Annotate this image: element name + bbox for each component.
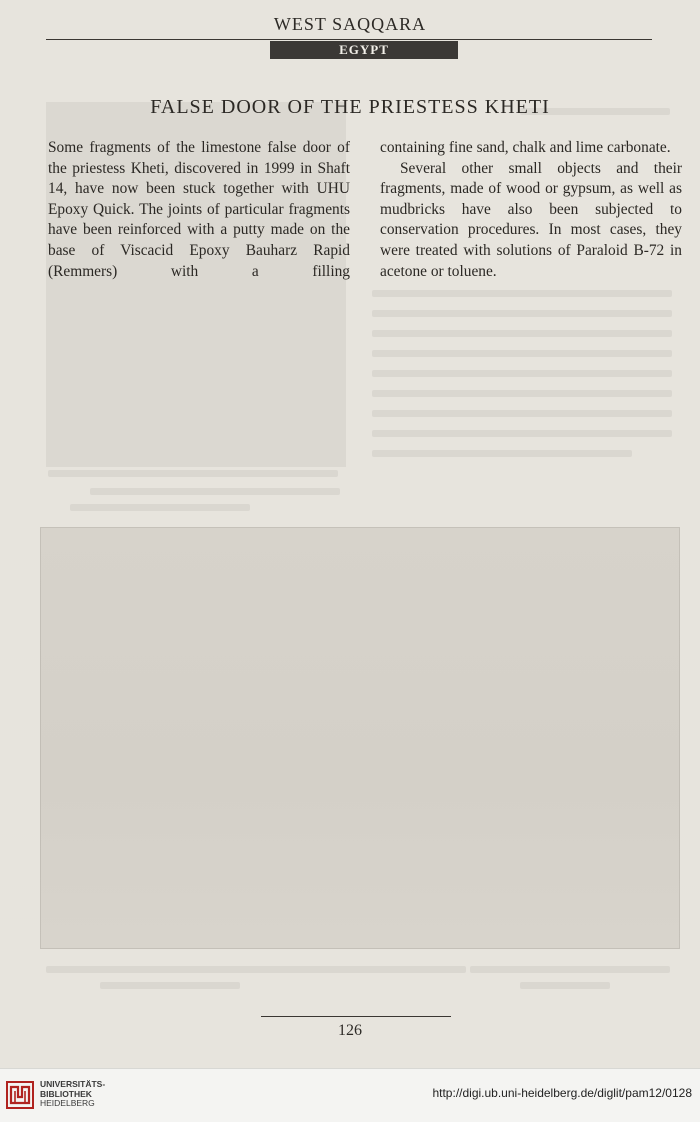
show-through-caption: [46, 966, 466, 973]
show-through-caption: [100, 982, 240, 989]
source-url-link[interactable]: http://digi.ub.uni-heidelberg.de/diglit/pam12/0128: [432, 1086, 692, 1100]
page-number: 126: [338, 1022, 362, 1039]
show-through-text: [372, 350, 672, 357]
show-through-text: [372, 310, 672, 317]
show-through-text: [372, 410, 672, 417]
left-column: [48, 138, 350, 282]
running-head: WEST SAQQARA: [273, 14, 427, 34]
library-name-line-1: UNIVERSITÄTS-: [40, 1079, 106, 1089]
library-name-line-2: BIBLIOTHEK: [40, 1088, 92, 1099]
library-logo-icon[interactable]: [6, 1081, 34, 1109]
blank-photo-area: [40, 527, 680, 949]
show-through-text: [372, 370, 672, 377]
show-through-text: [372, 430, 672, 437]
left-column-text: Some fragments of the limestone false door of the priestess Kheti, discovered in 1999 in Shaft 14, have now been stuck together with UHU Epoxy Quick. The joints of particular fragments have been reinforced with a putty made on the base of Viscacid Epoxy Bauharz Rapid (Remmers) with a filling: [48, 139, 350, 280]
right-column-paragraph-2: Several other small objects and their fragments, made of wood or gypsum, as well as mudbricks have also been subjected to conservation procedures. In most cases, they were treated with solutions of Paraloid B-72 in acetone or toluene.: [380, 159, 682, 280]
show-through-caption: [520, 982, 610, 989]
footer-rule: [261, 1016, 451, 1017]
show-through-caption: [48, 470, 338, 477]
library-name-line-3: HEIDELBERG: [40, 1098, 95, 1108]
show-through-text: [372, 290, 672, 297]
show-through-text: [372, 450, 632, 457]
show-through-caption: [70, 504, 250, 511]
right-column: [380, 138, 682, 282]
right-column-paragraph-1: containing fine sand, chalk and lime carbonate.: [380, 139, 671, 156]
library-name[interactable]: [40, 1080, 105, 1109]
article-title: FALSE DOOR OF THE PRIESTESS KHETI: [150, 96, 550, 118]
show-through-text: [372, 390, 672, 397]
show-through-text: [372, 330, 672, 337]
header-rule: [46, 39, 652, 40]
section-label: EGYPT: [270, 41, 458, 59]
show-through-caption: [470, 966, 670, 973]
show-through-caption: [90, 488, 340, 495]
